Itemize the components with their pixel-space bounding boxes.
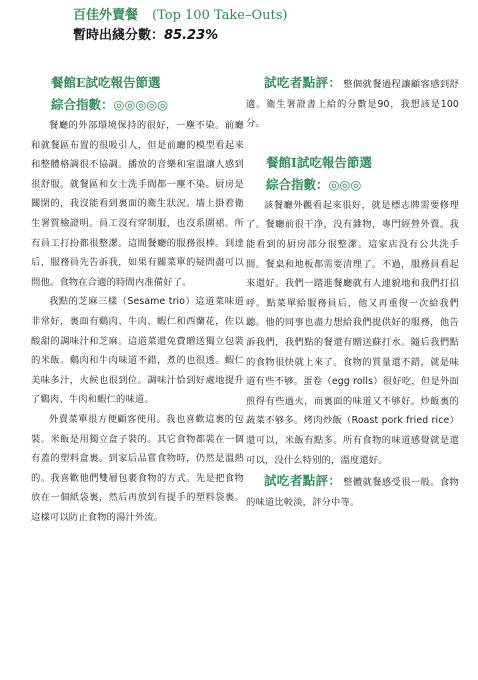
header-title-line <box>73 6 473 26</box>
review-paragraph: 外賣菜單很方便顧客使用。我也喜歡這裏的包裝。米飯是用獨立盒子裝的。其它食物都裝在一個有蓋的塑料盒裏。到家后品嘗食物時，仍然是溫熱的。我喜歡他們雙層包裹食物的方式。先是把食物放在一個紙袋裏，然后再放到有提手的塑料袋裏。這樣可以防止食物的湯汁外流。 <box>31 413 244 523</box>
rating-label: 綜合指數： <box>266 176 329 192</box>
section-title: 餐館I試吃報告節選 <box>266 154 372 170</box>
section-title: 餐館E試吃報告節選 <box>51 75 161 90</box>
verdict-label: 試吃者點評： <box>264 473 342 489</box>
right-column <box>246 72 459 512</box>
review-paragraph: 該餐廳外觀看起來很好，就是標志牌需要修理了。餐廳前很干净，没有雜物，專門經營外賣。我能看到的厨房部分很整潔。這家店没有公共洗手間。餐桌和地板都需要清理了。不過，服務員看起來還好。我們一踏進餐廳就有人連貌地和我們打招呼。點菜單給服務員后，他又再重復一次給我們聽。他的同事也盡力想給我們提供好的服務，他告訴我們，我們點的餐還有贈送蘇打水。隨后我們點的食物很快就上來了。食物的質量還不錯，就是味道有些不够。蛋卷（egg rolls）很好吃，但是外面煎得有些過火，而裏面的味道又不够好。炒飯裏的蔬菜不够多。烤肉炒飯（Roast pork fried rice）還可以，米飯有點多。所有食物的味道感覺就是還可以，没什么特别的，溫度還好。 <box>246 199 459 466</box>
section-verdict <box>246 72 459 134</box>
rating-label: 綜合指數： <box>51 97 114 112</box>
left-column <box>31 72 244 527</box>
header-subtitle: (Top 100 Take–Outs) <box>152 8 288 23</box>
section-rating <box>246 174 459 196</box>
pass-score-label: 暫時出綫分數： <box>73 28 165 43</box>
rating-symbols: ◎◎◎ <box>328 176 362 192</box>
pass-score-value: 85.23% <box>164 28 219 43</box>
rating-symbols: ◎◎◎◎◎ <box>113 97 169 112</box>
section-spacer <box>246 134 459 152</box>
header-title: 百佳外賣餐 <box>73 8 139 23</box>
verdict-text: 整個就餐過程讓顧客感到舒適。衛生署證書上給的分數是90，我想該是100分。 <box>246 79 459 130</box>
section-verdict <box>246 470 459 512</box>
pass-score-line <box>73 26 473 46</box>
section-rating <box>31 94 244 116</box>
review-paragraph: 我點的芝麻三樣（Sesame trio）這道菜味道非常好，裏面有鷄肉、牛肉、蝦仁和西蘭花，佐以酸甜的調味汁和芝麻。這道菜還免費贈送獨立包裝的米飯。鷄肉和牛肉味道不錯，煮的也很透。蝦仁美味多汁，火候也很到位。調味汁恰到好處地提升了鷄肉、牛肉和蝦仁的味道。 <box>31 296 244 406</box>
verdict-text: 整體就餐感受很一般。食物的味道比較淡，評分中等。 <box>246 477 459 508</box>
review-paragraph: 餐廳的外部環境保持的很好，一塵不染。前廳和就餐區布置的很吸引人，但是前廳的模型看起來和整體格調很不協調。播放的音樂和室溫讓人感到很舒服。就餐區和女士洗手間都一塵不染。厨房是關閉的，我沒能看到裏面的衛生狀況。墻上掛着衛生署質檢證明。員工沒有穿制服，也沒系圍裙。所有員工打扮都很整潔。這間餐廳的服務很棒。到達后，服務員先告訴我，如果有關菜單的疑問盡可以問他。食物在合適的時間内准備好了。 <box>31 120 244 288</box>
verdict-label: 試吃者點評： <box>264 75 342 90</box>
page-header <box>73 6 473 46</box>
